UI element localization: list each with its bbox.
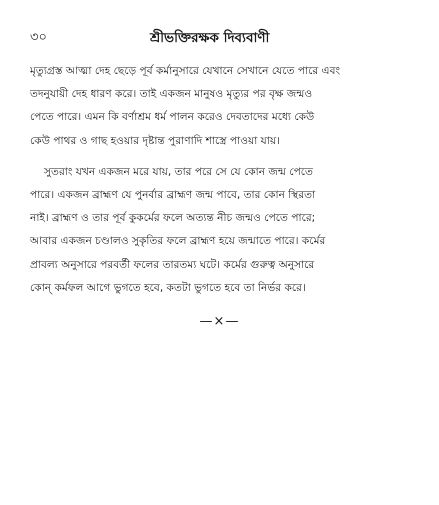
text-line: কোন্ কর্মফল আগে ভুগতে হবে, কতটা ভুগতে হবে তা নির্ভর করে। [30, 281, 306, 294]
running-title: শ্রীভক্তিরক্ষক দিব্যবাণী [150, 30, 270, 46]
section-separator: —×— [199, 314, 240, 329]
text-line: নাই। ব্রাহ্মণ ও তার পূর্ব কুকর্মের ফলে অত্যন্ত নীচ জন্মও পেতে পারে; [30, 212, 316, 225]
text-line: মৃত্যুগ্রস্ত আত্মা দেহ ছেড়ে পূর্ব কর্মানুসারে যেখানে সেখানে যেতে পারে এবং [30, 65, 341, 77]
text-line: আবার একজন চণ্ডালও সুকৃতির ফলে ব্রাহ্মণ হয়ে জন্মাতে পারে। কর্মের [30, 235, 326, 248]
body-text [30, 60, 415, 300]
paragraph-2 [30, 161, 415, 300]
paragraph-1 [30, 60, 415, 153]
text-line: প্রাবল্য অনুসারে পরবর্তী ফলের তারতম্য ঘটে। কর্মের গুরুত্ব অনুসারে [30, 258, 315, 271]
text-line: সুতরাং যখন একজন মরে যায়, তার পরে সে যে কোন জন্ম পেতে [44, 165, 313, 178]
page-header [30, 28, 415, 48]
text-line: পেতে পারে। এমন কি বর্ণাশ্রম ধর্ম পালন করেও দেবতাদের মধ্যে কেউ [30, 111, 315, 124]
text-line: পারে। একজন ব্রাহ্মণ যে পুনর্বার ব্রাহ্মণ জন্ম পাবে, তার কোন স্থিরতা [30, 189, 316, 202]
text-line: তদনুযায়ী দেহ ধারণ করে। তাই একজন মানুষও মৃত্যুর পর বৃক্ষ জন্মও [30, 88, 313, 101]
page-number: ৩০ [30, 30, 47, 45]
text-line: কেউ পাথর ও গাছ হওয়ার দৃষ্টান্ত পুরাণাদি শাস্ত্রে পাওয়া যায়। [30, 134, 280, 147]
